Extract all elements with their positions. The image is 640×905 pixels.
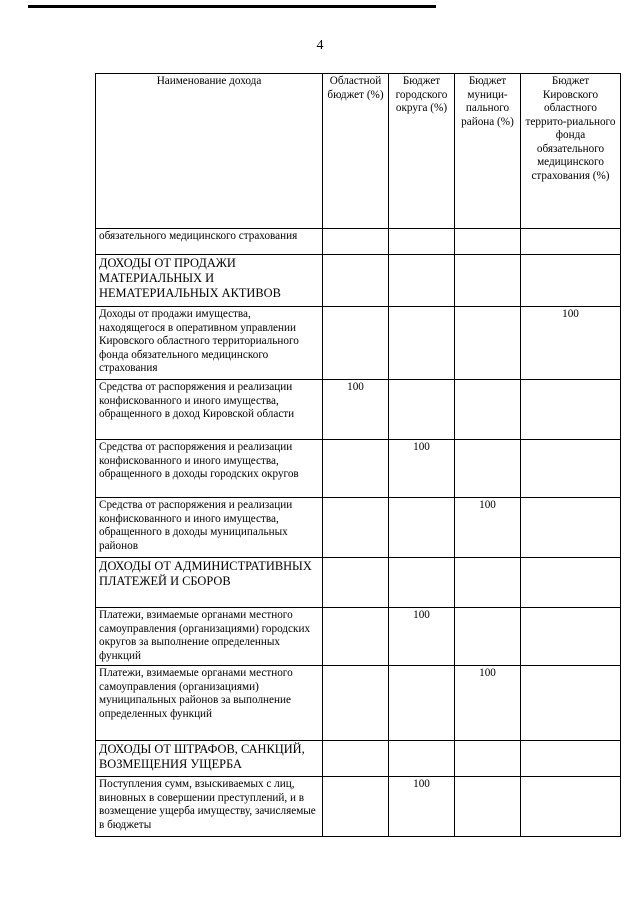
percent-cell <box>521 440 621 498</box>
percent-cell <box>455 558 521 608</box>
percent-cell <box>323 229 389 255</box>
percent-cell <box>389 558 455 608</box>
percent-cell <box>521 229 621 255</box>
percent-cell <box>455 777 521 837</box>
revenue-name-cell: Средства от распоряжения и реализации конфискованного и иного имущества, обращенного в доходы городских округов <box>96 440 323 498</box>
table-header-row <box>96 74 621 229</box>
percent-cell <box>389 229 455 255</box>
percent-cell <box>455 608 521 666</box>
percent-cell <box>323 666 389 741</box>
revenue-name-cell: обязательного медицинского страхования <box>96 229 323 255</box>
page-number: 4 <box>316 38 324 53</box>
percent-cell: 100 <box>389 440 455 498</box>
percent-cell <box>455 440 521 498</box>
revenue-distribution-table <box>95 73 621 837</box>
revenue-name-cell: Средства от распоряжения и реализации конфискованного и иного имущества, обращенного в доход Кировской области <box>96 380 323 440</box>
table-row <box>96 229 621 255</box>
percent-cell <box>389 666 455 741</box>
table-row <box>96 777 621 837</box>
percent-cell <box>455 741 521 777</box>
percent-cell <box>389 255 455 307</box>
percent-cell <box>389 741 455 777</box>
header-city-district-budget: Бюджет городского округа (%) <box>389 74 455 229</box>
percent-cell <box>521 380 621 440</box>
section-title: ДОХОДЫ ОТ ПРОДАЖИ МАТЕРИАЛЬНЫХ И НЕМАТЕРИАЛЬНЫХ АКТИВОВ <box>96 255 323 307</box>
header-regional-budget: Областной бюджет (%) <box>323 74 389 229</box>
percent-cell <box>323 558 389 608</box>
percent-cell <box>521 608 621 666</box>
percent-cell <box>521 498 621 558</box>
header-medical-insurance-fund-budget: Бюджет Кировского областного террито-риального фонда обязательного медицинского страхования (%) <box>521 74 621 229</box>
percent-cell: 100 <box>389 777 455 837</box>
percent-cell <box>521 666 621 741</box>
percent-cell <box>323 440 389 498</box>
table-row <box>96 307 621 380</box>
percent-cell <box>323 777 389 837</box>
table-row <box>96 380 621 440</box>
percent-cell <box>521 741 621 777</box>
table-row <box>96 440 621 498</box>
percent-cell <box>323 608 389 666</box>
revenue-name-cell: Поступления сумм, взыскиваемых с лиц, виновных в совершении преступлений, и в возмещение ущерба имуществу, зачисляемые в бюджеты <box>96 777 323 837</box>
percent-cell: 100 <box>521 307 621 380</box>
section-header-row <box>96 558 621 608</box>
top-rule <box>28 5 436 8</box>
revenue-name-cell: Доходы от продажи имущества, находящегося в оперативном управлении Кировского областного территориального фонда обязательного медицинского страхования <box>96 307 323 380</box>
revenue-name-cell: Платежи, взимаемые органами местного самоуправления (организациями) городских округов за выполнение определенных функций <box>96 608 323 666</box>
percent-cell <box>323 741 389 777</box>
percent-cell <box>521 777 621 837</box>
section-title: ДОХОДЫ ОТ ШТРАФОВ, САНКЦИЙ, ВОЗМЕЩЕНИЯ УЩЕРБА <box>96 741 323 777</box>
percent-cell <box>323 255 389 307</box>
table-row <box>96 666 621 741</box>
table-row <box>96 608 621 666</box>
percent-cell <box>389 380 455 440</box>
percent-cell <box>521 255 621 307</box>
revenue-name-cell: Средства от распоряжения и реализации конфискованного и иного имущества, обращенного в доходы муниципальных районов <box>96 498 323 558</box>
percent-cell <box>455 255 521 307</box>
section-header-row <box>96 741 621 777</box>
percent-cell <box>455 307 521 380</box>
section-title: ДОХОДЫ ОТ АДМИНИСТРАТИВНЫХ ПЛАТЕЖЕЙ И СБОРОВ <box>96 558 323 608</box>
percent-cell <box>323 307 389 380</box>
percent-cell: 100 <box>455 666 521 741</box>
section-header-row <box>96 255 621 307</box>
percent-cell: 100 <box>323 380 389 440</box>
percent-cell <box>389 307 455 380</box>
table-row <box>96 498 621 558</box>
header-municipal-district-budget: Бюджет муници-пального района (%) <box>455 74 521 229</box>
percent-cell <box>521 558 621 608</box>
percent-cell <box>455 229 521 255</box>
percent-cell <box>323 498 389 558</box>
percent-cell <box>389 498 455 558</box>
percent-cell: 100 <box>389 608 455 666</box>
percent-cell <box>455 380 521 440</box>
percent-cell: 100 <box>455 498 521 558</box>
header-revenue-name: Наименование дохода <box>96 74 323 229</box>
revenue-name-cell: Платежи, взимаемые органами местного самоуправления (организациями) муниципальных районов за выполнение определенных функций <box>96 666 323 741</box>
